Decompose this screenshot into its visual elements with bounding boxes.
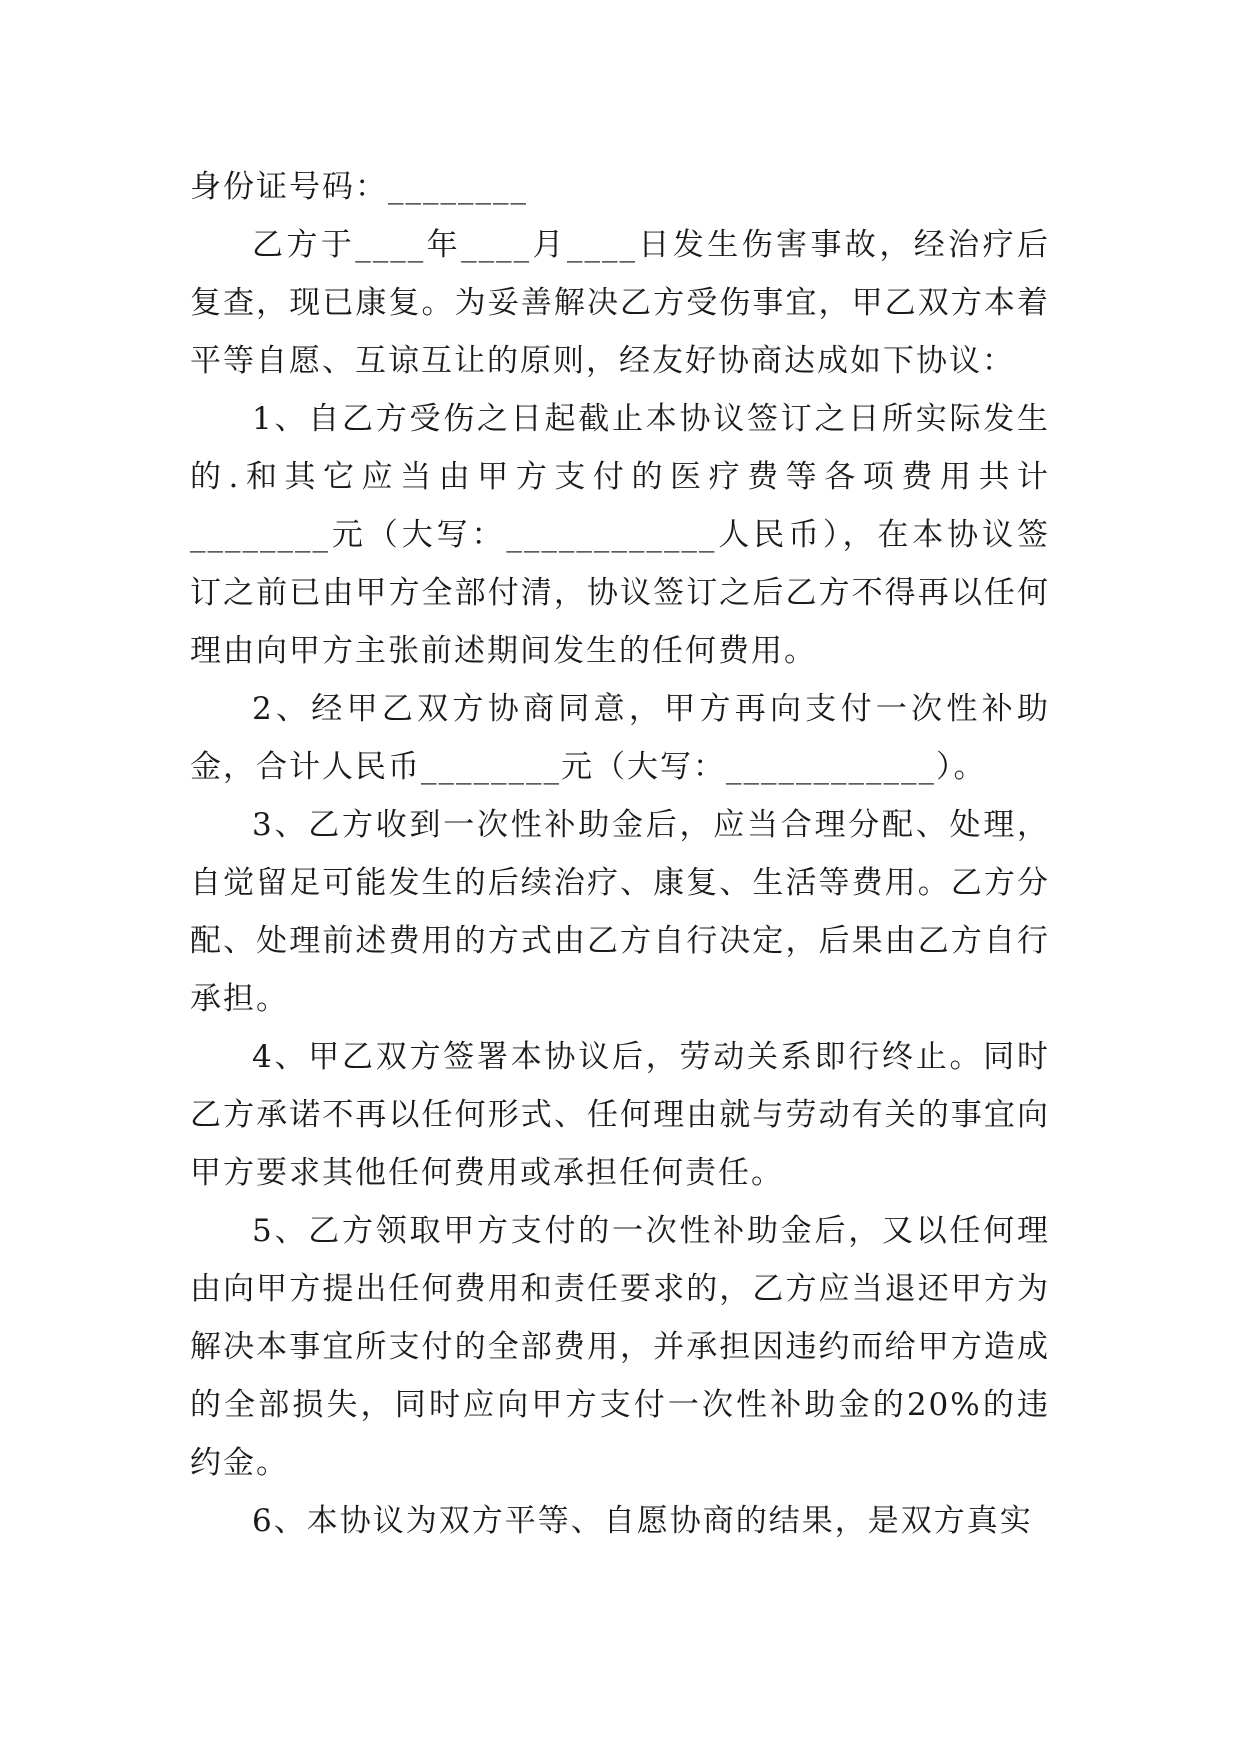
clause-2-paragraph: 2、经甲乙双方协商同意，甲方再向支付一次性补助金，合计人民币________元（大写：____________）。 <box>190 691 1050 785</box>
clause-3-paragraph: 3、乙方收到一次性补助金后，应当合理分配、处理，自觉留足可能发生的后续治疗、康复、生活等费用。乙方分配、处理前述费用的方式由乙方自行决定，后果由乙方自行承担。 <box>190 807 1050 1017</box>
id-number-line: 身份证号码：________ <box>190 169 528 205</box>
incident-paragraph: 乙方于____年____月____日发生伤害事故，经治疗后复查，现已康复。为妥善解决乙方受伤事宜，甲乙双方本着平等自愿、互谅互让的原则，经友好协商达成如下协议： <box>190 227 1050 379</box>
clause-1-paragraph: 1、自乙方受伤之日起截止本协议签订之日所实际发生的.和其它应当由甲方支付的医疗费等各项费用共计________元（大写：____________人民币），在本协议签订之前已由甲方全部付清，协议签订之后乙方不得再以任何理由向甲方主张前述期间发生的任何费用。 <box>190 401 1050 669</box>
clause-5-paragraph: 5、乙方领取甲方支付的一次性补助金后，又以任何理由向甲方提出任何费用和责任要求的，乙方应当退还甲方为解决本事宜所支付的全部费用，并承担因违约而给甲方造成的全部损失，同时应向甲方支付一次性补助金的20%的违约金。 <box>190 1213 1050 1481</box>
clause-6-paragraph: 6、本协议为双方平等、自愿协商的结果，是双方真实 <box>252 1503 1033 1539</box>
document-body <box>190 158 1050 1550</box>
clause-4-paragraph: 4、甲乙双方签署本协议后，劳动关系即行终止。同时乙方承诺不再以任何形式、任何理由就与劳动有关的事宜向甲方要求其他任何费用或承担任何责任。 <box>190 1039 1050 1191</box>
